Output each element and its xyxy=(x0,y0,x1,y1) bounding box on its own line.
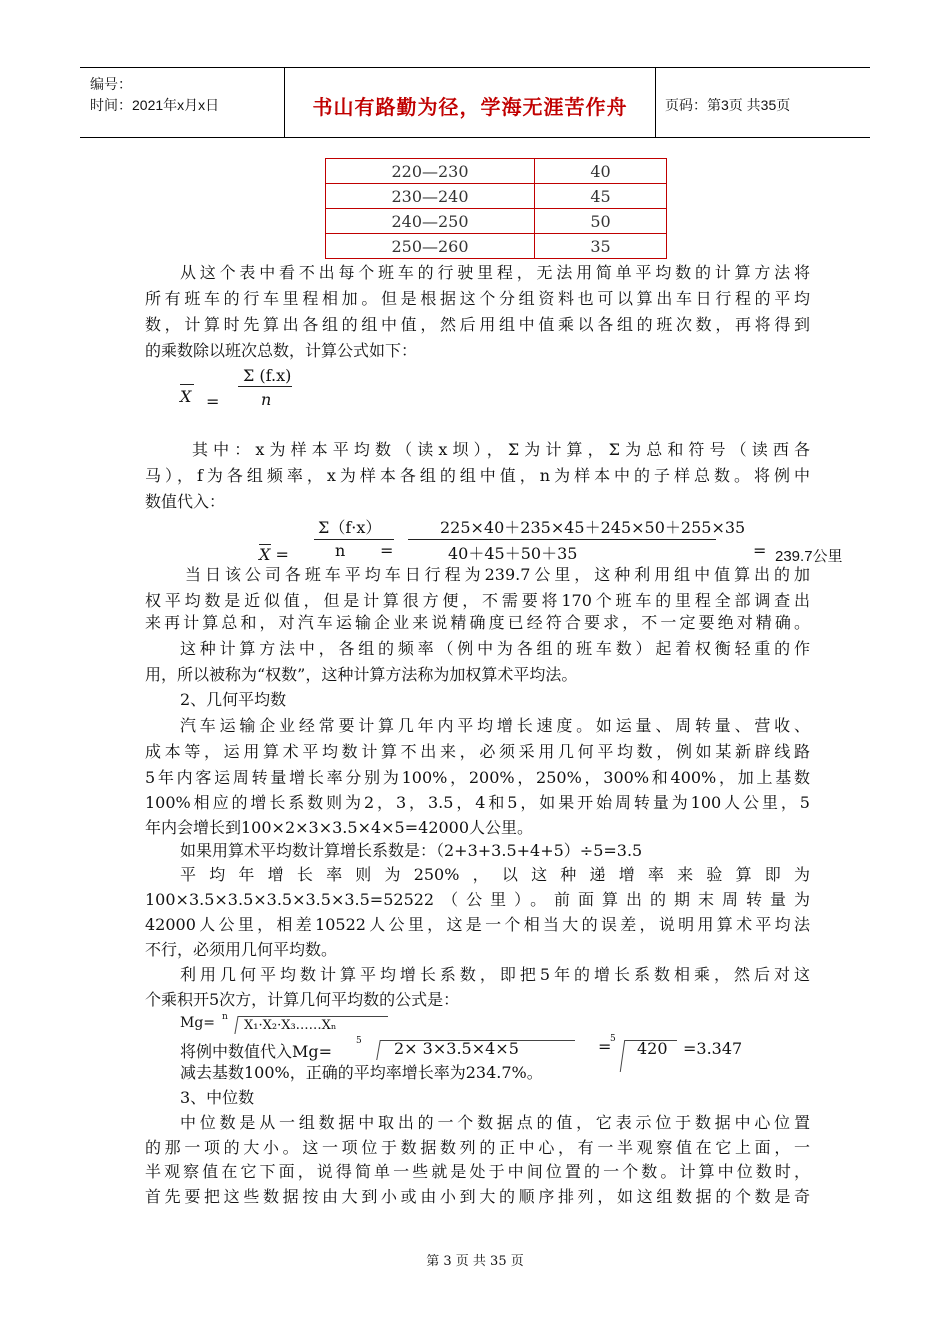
paragraph-line: 个乘积开5次方，计算几何平均数的公式是： xyxy=(145,990,460,1009)
paragraph-line: 如果用算术平均数计算增长系数是：（2+3+3.5+4+5）÷5=3.5 xyxy=(180,841,643,860)
paragraph-line: 汽车运输企业经常要计算几年内平均增长速度。如运量、周转量、营收、 xyxy=(180,716,810,735)
xbar-symbol: X = xyxy=(259,545,289,564)
paragraph-line: 所有班车的行车里程相加。但是根据这个分组资料也可以算出车日行程的平均 xyxy=(145,289,810,308)
paragraph-line: 用，所以被称为“权数”，这种计算方法称为加权算术平均法。 xyxy=(145,665,578,684)
paragraph-line: 年内会增长到100×2×3×3.5×4×5=42000人公里。 xyxy=(145,818,534,837)
formula-denominator: n xyxy=(335,541,346,560)
paragraph-line: 100×3.5×3.5×3.5×3.5×3.5=52522（公里）。前面算出的期末周转量为 xyxy=(145,890,810,909)
header-motto: 书山有路勤为径，学海无涯苦作舟 xyxy=(312,95,628,119)
paragraph-line: 马），f为各组频率，x为样本各组的组中值，n为样本中的子样总数。将例中 xyxy=(145,466,810,485)
table-cell-count: 40 xyxy=(535,159,667,184)
radicand: 2× 3×3.5×4×5 xyxy=(394,1039,519,1058)
table-row xyxy=(326,234,667,259)
fraction-bar xyxy=(238,386,292,387)
distribution-table xyxy=(325,158,667,259)
paragraph-line: 来再计算总和，对汽车运输企业来说精确度已经符合要求，不一定要绝对精确。 xyxy=(145,613,810,632)
formula-label: Mg= xyxy=(180,1015,216,1031)
paragraph-line: 数，计算时先算出各组的组中值，然后用组中值乘以各组的班次数，再将得到 xyxy=(145,315,810,334)
paragraph-line: 5年内客运周转量增长率分别为100%，200%，250%，300%和400%，加上基数 xyxy=(145,768,810,787)
radicand: 420 xyxy=(637,1039,668,1058)
paragraph-line: 半观察值在它下面，说得简单一些就是处于中间位置的一个数。计算中位数时， xyxy=(145,1162,810,1181)
equals-sign: = xyxy=(380,541,394,560)
section-heading: 2、几何平均数 xyxy=(180,690,287,709)
paragraph-line: 从这个表中看不出每个班车的行驶里程，无法用简单平均数的计算方法将 xyxy=(180,263,810,282)
header-meta-cell xyxy=(80,68,285,137)
document-number-label: 编号： xyxy=(90,76,132,92)
paragraph-line: 数值代入： xyxy=(145,492,226,511)
formula-numerator: Σ (f.x) xyxy=(243,366,292,385)
paragraph-line: 的乘数除以班次总数，计算公式如下： xyxy=(145,341,418,360)
document-date-label: 时间：2021年x月x日 xyxy=(90,97,220,113)
table-row xyxy=(326,184,667,209)
paragraph-line: 其中：x为样本平均数（读x坝），Σ为计算，Σ为总和符号（读西各 xyxy=(192,440,810,459)
table-cell-count: 45 xyxy=(535,184,667,209)
paragraph-line: 减去基数100%，正确的平均率增长率为234.7%。 xyxy=(180,1063,543,1082)
formula-numerator: 225×40＋235×45＋245×50＋255×35 xyxy=(440,518,746,537)
section-heading: 3、中位数 xyxy=(180,1088,255,1107)
paragraph-line: 利用几何平均数计算平均增长系数，即把5年的增长系数相乘，然后对这 xyxy=(180,965,810,984)
xbar-symbol: X xyxy=(180,387,192,406)
paragraph-line: 成本等，运用算术平均数计算不出来，必须采用几何平均数，例如某新辟线路 xyxy=(145,742,810,761)
header-motto-cell xyxy=(285,68,656,137)
page-footer: 第 3 页 共 35 页 xyxy=(426,1254,524,1269)
equals-sign: = xyxy=(206,392,220,411)
paragraph-line: 100%相应的增长系数则为2，3，3.5，4和5，如果开始周转量为100人公里，5 xyxy=(145,793,810,812)
paragraph-line: 中位数是从一组数据中取出的一个数据点的值，它表示位于数据中心位置 xyxy=(180,1113,810,1132)
table-cell-range: 250—260 xyxy=(326,234,535,259)
radical-sign xyxy=(234,1016,238,1034)
paragraph-line: 的那一项的大小。这一项位于数据数列的正中心，有一半观察值在它上面，一 xyxy=(145,1138,810,1157)
formula-result: =3.347 xyxy=(683,1039,743,1058)
table-cell-count: 50 xyxy=(535,209,667,234)
page-header xyxy=(80,67,870,138)
equals-sign: = xyxy=(753,541,767,560)
radicand: X₁·X₂·X₃……Xₙ xyxy=(244,1018,337,1033)
paragraph-line: 当日该公司各班车平均车日行程为239.7公里，这种利用组中值算出的加 xyxy=(185,565,810,584)
header-page-number: 页码：第3页 共35页 xyxy=(665,97,791,113)
root-index: 5 xyxy=(610,1034,616,1044)
formula-denominator: n xyxy=(261,390,272,409)
fraction-bar xyxy=(408,539,716,540)
fraction-bar xyxy=(314,539,394,540)
table-row xyxy=(326,159,667,184)
equals-sign: = xyxy=(598,1037,612,1056)
formula-numerator: Σ（f·x） xyxy=(318,518,382,537)
formula-label: 将例中数值代入Mg= xyxy=(180,1042,333,1061)
table-cell-range: 230—240 xyxy=(326,184,535,209)
root-index: 5 xyxy=(356,1036,362,1046)
table-cell-range: 240—250 xyxy=(326,209,535,234)
paragraph-line: 42000人公里，相差10522人公里，这是一个相当大的误差，说明用算术平均法 xyxy=(145,915,810,934)
paragraph-line: 权平均数是近似值，但是计算很方便，不需要将170个班车的里程全部调查出 xyxy=(145,591,810,610)
radical-sign xyxy=(376,1040,381,1060)
formula-result: 239.7公里 xyxy=(775,548,843,565)
table-cell-count: 35 xyxy=(535,234,667,259)
paragraph-line: 平均年增长率则为250%，以这种递增率来验算即为 xyxy=(180,865,810,884)
formula-denominator: 40＋45＋50＋35 xyxy=(448,544,578,563)
root-index: n xyxy=(222,1012,228,1022)
radical-bar xyxy=(238,1016,388,1017)
xbar-overline xyxy=(180,384,194,385)
paragraph-line: 首先要把这些数据按由大到小或由小到大的顺序排列，如这组数据的个数是奇 xyxy=(145,1187,810,1206)
header-page-cell xyxy=(656,68,870,137)
paragraph-line: 这种计算方法中，各组的频率（例中为各组的班车数）起着权衡轻重的作 xyxy=(180,639,810,658)
table-cell-range: 220—230 xyxy=(326,159,535,184)
paragraph-line: 不行，必须用几何平均数。 xyxy=(145,940,338,959)
table-row xyxy=(326,209,667,234)
